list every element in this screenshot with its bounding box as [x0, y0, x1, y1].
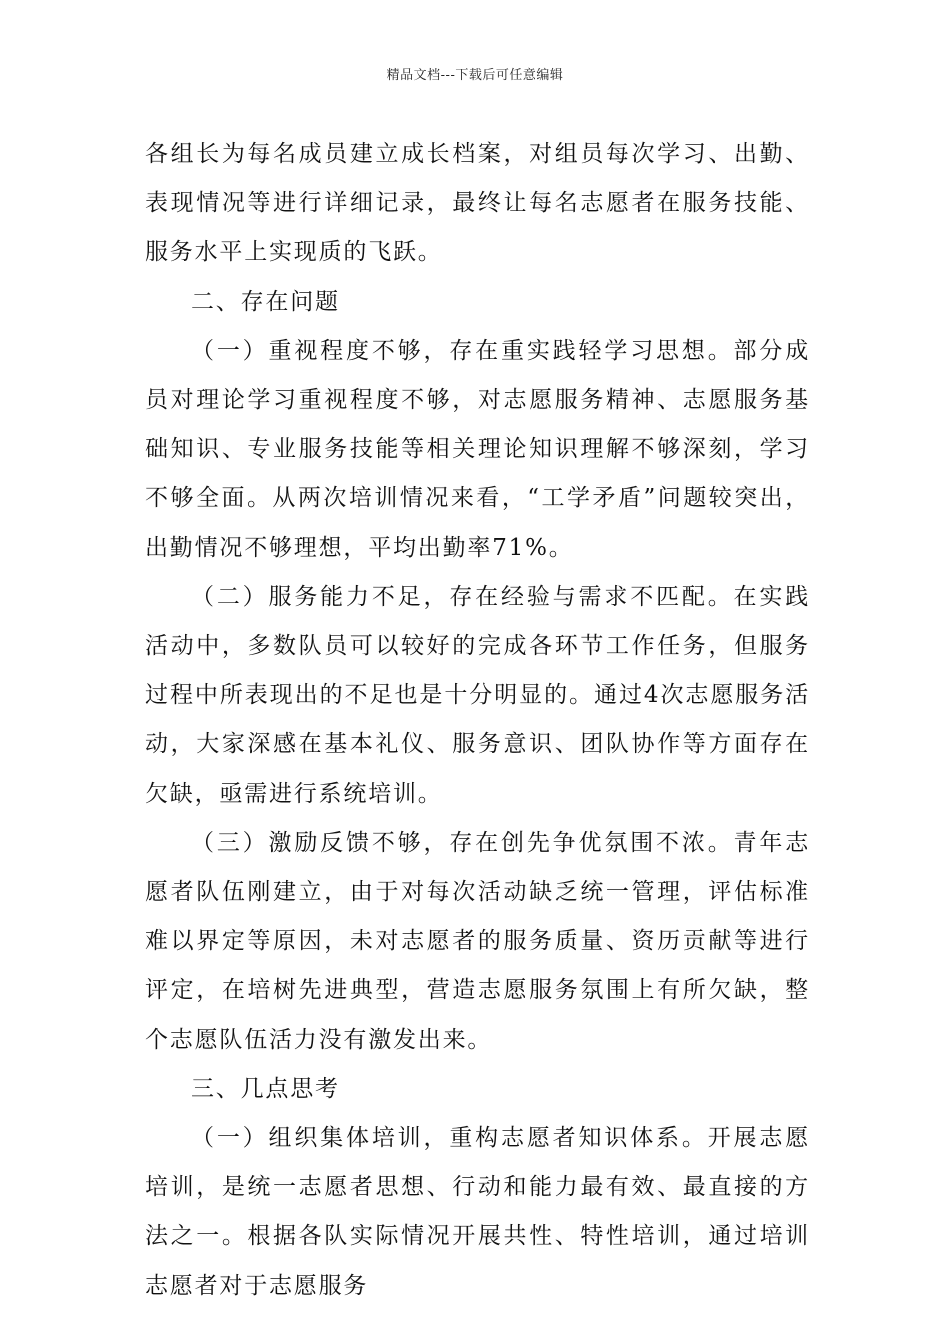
paragraph-thought-1: （一）组织集体培训，重构志愿者知识体系。开展志愿培训，是统一志愿者思想、行动和能力最有效、最直接的方法之一。根据各队实际情况开展共性、特性培训，通过培训志愿者对于志愿服务	[145, 1125, 810, 1299]
page-header: 精品文档---下载后可任意编辑	[386, 68, 564, 83]
paragraph-problem-1: （一）重视程度不够，存在重实践轻学习思想。部分成员对理论学习重视程度不够，对志愿服务精神、志愿服务基础知识、专业服务技能等相关理论知识理解不够深刻，学习不够全面。从两次培训情况来看，“工学矛盾”问题较突出，出勤情况不够理想，平均出勤率71%。	[145, 337, 810, 561]
paragraph-problem-2: （二）服务能力不足，存在经验与需求不匹配。在实践活动中，多数队员可以较好的完成各环节工作任务，但服务过程中所表现出的不足也是十分明显的。通过4次志愿服务活动，大家深感在基本礼仪、服务意识、团队协作等方面存在欠缺，亟需进行系统培训。	[145, 583, 810, 807]
paragraph-problem-3: （三）激励反馈不够，存在创先争优氛围不浓。青年志愿者队伍刚建立，由于对每次活动缺乏统一管理，评估标准难以界定等原因，未对志愿者的服务质量、资历贡献等进行评定，在培树先进典型，营造志愿服务氛围上有所欠缺，整个志愿队伍活力没有激发出来。	[145, 829, 810, 1053]
paragraph-continuation: 各组长为每名成员建立成长档案，对组员每次学习、出勤、表现情况等进行详细记录，最终让每名志愿者在服务技能、服务水平上实现质的飞跃。	[145, 141, 810, 266]
section-heading-thoughts: 三、几点思考	[191, 1075, 340, 1102]
document-body	[145, 130, 810, 1311]
section-heading-problems: 二、存在问题	[191, 288, 340, 315]
